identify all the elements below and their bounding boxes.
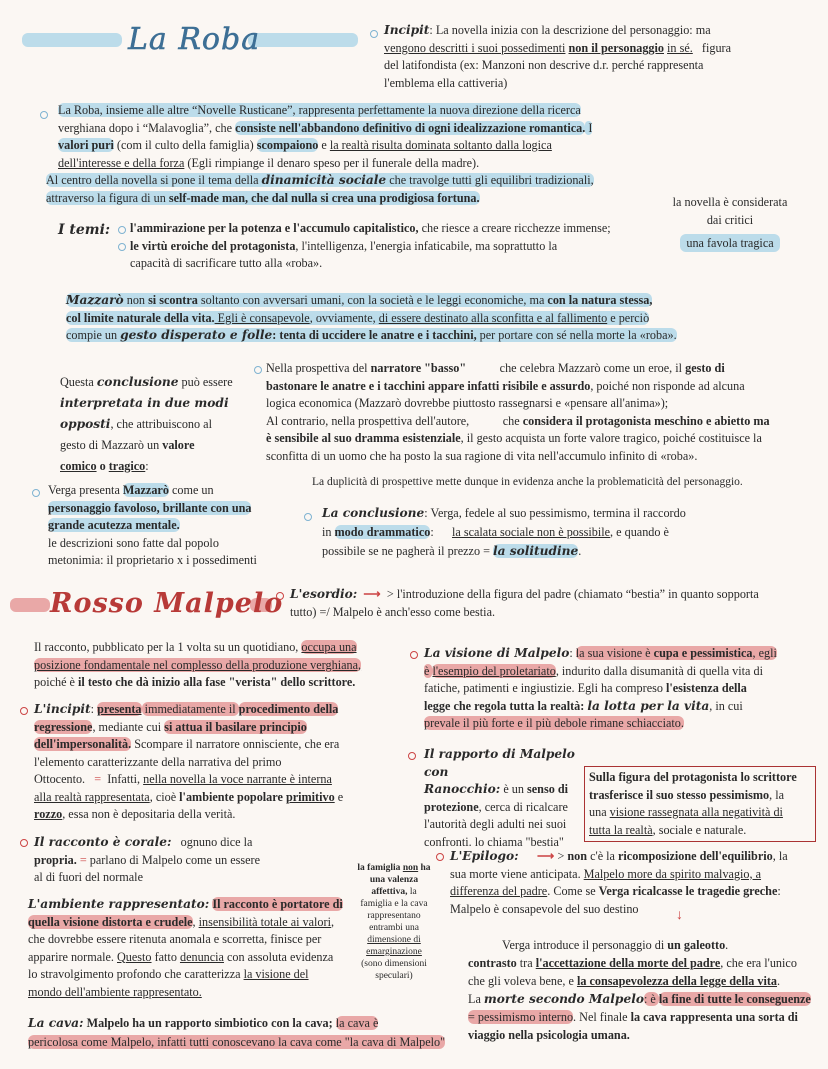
conclusione-paragraph: La conclusione: Verga, fedele al suo pessimismo, termina il raccordo in modo drammatico: la scalata sociale non è possibile, e quando è possibile se ne pagherà il prezzo = la solitudine. — [322, 506, 686, 558]
bullet-rapporto — [408, 752, 416, 760]
down-arrow-icon: ↓ — [676, 908, 683, 923]
title-underline-right — [248, 33, 358, 47]
bullet-temi-2 — [118, 243, 126, 251]
narratore-paragraph: Nella prospettiva del narratore "basso" che celebra Mazzarò come un eroe, il gesto di bastonare le anatre e i tacchini appare infatti risibile e assurdo, poiché non risponde ad alcuna logica economica (Mazzarò dovrebbe piuttosto rassegnarsi e «pensare all'anima»); Al contrario, nella prospettiva dell'autore, che considera il protagonista meschino e abietto ma è sensibile al suo dramma esistenziale, il gesto acquista un forte valore tragico, poiché costituisce la sconfitta di un uomo che ha posto la sua ragione di vita nell'accumulo infinito di «roba». — [266, 361, 770, 463]
page-title-la-roba: La Roba — [128, 22, 261, 57]
bullet-narratore — [254, 366, 262, 374]
temi-list: l'ammirazione per la potenza e l'accumulo capitalistico, che riesce a creare ricchezze immense; le virtù eroiche del protagonista, l'intelligenza, l'energia infaticabile, ma soprattutto la capacità di sacrificare tutto alla «roba». — [130, 221, 611, 270]
incipit-malpelo-paragraph: L'incipit: presenta immediatamente il procedimento della regressione, mediante cui si attua il basilare principio dell'impersonalità. Scompare il narratore onnisciente, che era l'elemento caratterizzante della narrativa del primo Ottocento. = Infatti, nella novella la voce narrante è interna alla realtà rappresentata, cioè l'ambiente popolare primitivo e rozzo, essa non è depositaria della verità. — [34, 702, 344, 821]
arrow-icon: ⟶ — [360, 587, 384, 601]
title-underline-left — [22, 33, 122, 47]
bullet-corale — [20, 839, 28, 847]
mazzaro-paragraph: Mazzarò non si scontra soltanto con avversari umani, con la società e le leggi economiche, ma con la natura stessa, col limite naturale della vita. Egli è consapevole, ovviamente, di essere destinato alla sconfitta e al fallimento e perciò compie un gesto disperato e folle: tenta di uccidere le anatre e i tacchini, per portare con sé nella morte la «roba». — [66, 293, 677, 342]
bullet-visione — [410, 651, 418, 659]
equals-icon: = — [94, 772, 102, 786]
intro-paragraph-2: Al centro della novella si pone il tema della dinamicità sociale che travolge tutti gli equilibri tradizionali, attraverso la figura di un self-made man, che dal nulla si crea una prodigiosa fortuna. — [46, 173, 594, 205]
famiglia-note: la famiglia non ha una valenza affettiva, la famiglia e la cava rappresentano entrambi una dimensione di emarginazione (sono dimensioni speculari) — [357, 863, 431, 981]
intro-paragraph: La Roba, insieme alle altre “Novelle Rusticane”, rappresenta perfettamente la nuova direzione della ricerca verghiana dopo i “Malavoglia”, che consiste nell'abbandono definitivo di ogni idealizzazione romantica. I valori puri (com il culto della famiglia) scompaiono e la realtà risulta dominata soltanto dalla logica dell'interesse e della forza (Egli rimpiange il denaro speso per il funerale della madre). — [58, 103, 593, 170]
temi-label: I temi: — [58, 222, 111, 238]
conclusione-interpretazione: Questa conclusione può essere interpretata in due modi opposti, che attribuiscono al gesto di Mazzarò un valore comico o tragico: — [60, 375, 233, 473]
bullet-epilogo — [436, 853, 444, 861]
malpelo-underline-left — [10, 598, 50, 612]
duplicita-note: La duplicità di prospettive mette dunque in evidenza anche la problematicità del personaggio. — [312, 476, 743, 488]
bullet-conclusione — [304, 513, 312, 521]
rapporto-paragraph: Il rapporto di Malpelo con Ranocchio: è un senso di protezione, cerca di ricalcare l'autorità degli adulti nei suoi confronti. lo chiama "bestia" — [424, 747, 575, 849]
esordio-block: L'esordio: ⟶ > l'introduzione della figura del padre (chiamato “bestia” in quanto sopporta tutto) =/ Malpelo è anch'esso come bestia. — [290, 587, 759, 619]
corale-paragraph: Il racconto è corale: ognuno dice la propria. = parlano di Malpelo come un essere al di fuori del normale — [34, 835, 260, 884]
bullet-esordio — [276, 592, 284, 600]
cava-paragraph: La cava: Malpelo ha un rapporto simbiotico con la cava; la cava è pericolosa come Malpelo, infatti tutti conoscevano la cava come "la cava di Malpelo" — [28, 1016, 446, 1049]
bullet-incipit-malpelo — [20, 707, 28, 715]
pessimismo-box: Sulla figura del protagonista lo scrittore trasferisce il suo stesso pessimismo, la una visione rassegnata alla negatività di tutta la realtà, sociale e naturale. — [584, 766, 816, 842]
galeotto-paragraph: Verga introduce il personaggio di un galeotto. contrasto tra l'accettazione della morte del padre, che era l'unico che gli voleva bene, e la consapevolezza della legge della vita. La morte secondo Malpelo: è la fine di tutte le conseguenze = pessimismo interno. Nel finale la cava rappresenta una sorta di viaggio nella psicologia umana. — [468, 938, 811, 1042]
incipit-label: Incipit — [384, 23, 430, 37]
verga-paragraph: Verga presenta Mazzarò come un personaggio favoloso, brillante con una grande acutezza mentale. le descrizioni sono fatte dal popolo metonimia: il proprietario x i possedimenti — [48, 483, 257, 567]
bullet-verga — [32, 489, 40, 497]
equals-icon: = — [79, 852, 87, 867]
incipit-block: Incipit: La novella inizia con la descrizione del personaggio: ma vengono descritti i suoi possedimenti non il personaggio in sé. figura del latifondista (ex: Manzoni non descrive d.r. perché rappresenta l'emblema ella cattiveria) — [384, 23, 732, 90]
ambiente-paragraph: L'ambiente rappresentato: Il racconto è portatore di quella visione distorta e crudele, insensibilità totale ai valori, che dovrebbe essere ritenuta anomala e scorretta, finisce per apparire normale. Questo fatto denuncia con assoluta evidenza lo stravolgimento profondo che caratterizza la visione del mondo dell'ambiente rappresentato. — [28, 897, 343, 999]
page-title-rosso-malpelo: Rosso Malpelo — [50, 588, 284, 619]
visione-paragraph: La visione di Malpelo: la sua visione è cupa e pessimistica, egli è l'esempio del proletariato, indurito dalla disumanità di quella vita di fatiche, patimenti e ingiustizie. Egli ha compreso l'esistenza della legge che regola tutta la realtà: la lotta per la vita, in cui prevale il più forte e il più debole rimane schiacciato. — [424, 646, 777, 730]
bullet-temi-1 — [118, 226, 126, 234]
arrow-icon: ⟶ — [536, 849, 555, 863]
bullet-incipit — [370, 30, 378, 38]
racconto-paragraph: Il racconto, pubblicato per la 1 volta su un quotidiano, occupa una posizione fondamentale nel complesso della produzione verghiana, poiché è il testo che dà inizio alla fase "verista" dello scrittore. — [34, 640, 362, 689]
epilogo-paragraph: L'Epilogo: ⟶ > non c'è la ricomposizione dell'equilibrio, la sua morte viene anticipata. Malpelo more da spirito malvagio, a differenza del padre. Come se Verga ricalcasse le tragedie greche: Malpelo è consapevole del suo destino — [450, 849, 788, 916]
side-note: la novella è considerata dai critici una favola tragica — [672, 195, 788, 250]
bullet-intro — [40, 111, 48, 119]
